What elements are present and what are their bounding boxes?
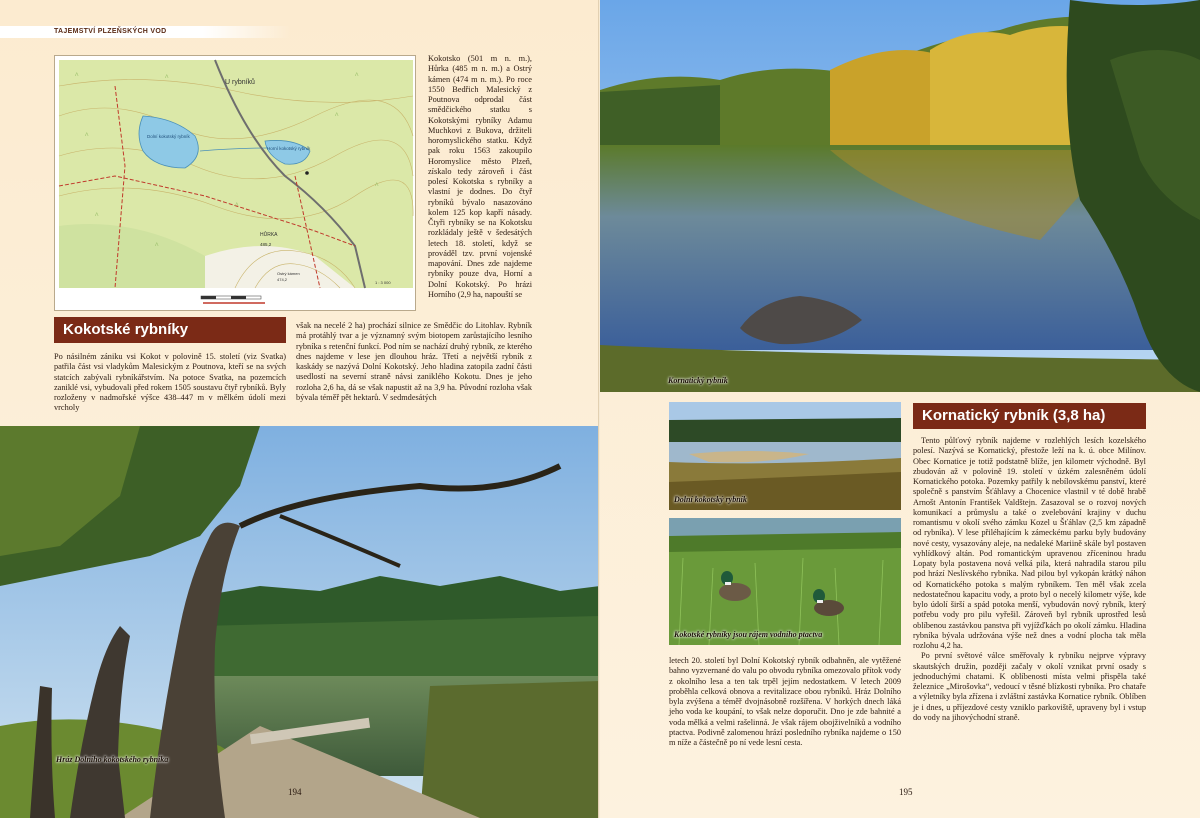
map-label-ostry-elev: 474,2: [277, 277, 288, 282]
svg-text:ᐱ: ᐱ: [335, 112, 339, 118]
text-column-2: však na necelé 2 ha) prochází silnice ze Smědčic do Litohlav. Rybník má protáhlý tvar a je významný svým biotopem zarůstajícího lesního rybníka s retenční funkcí. Pod ním se nachází druhý rybník, ze kterého dnes najdeme v lese jen dlouhou hráz. Třetí a největší rybník z kaskády se nazývá Dolní Kokotský. Jeho hladina zatopila zadní části usedlostí na severní straně návsi zaniklého Kokotu. Dnes je jeho rozloha 2,6 ha, dá se však napustit až na 3,9 ha. Původní rozloha však bývala téměř pět hektarů. V sedmdesátých: [296, 321, 532, 402]
page-number-right: 195: [899, 787, 913, 797]
caption-right-big: Kornatický rybník: [668, 376, 728, 385]
map-label-u-rybniku: U rybníků: [225, 79, 255, 86]
map-label-hurka-elev: 485,2: [260, 242, 272, 247]
map-label-hurka: HŮRKA: [260, 232, 278, 238]
svg-text:ᐱ: ᐱ: [155, 242, 159, 248]
svg-text:ᐱ: ᐱ: [75, 72, 79, 78]
text-column-5-paragraph-2: Po první světové válce směřovaly k rybníku nejprve výpravy skautských družin, později začaly v okolí vznikat první osady s jednoduchými chatami. K oblíbenosti místa velmi přispěla také železnice „Mirošovka“, vedoucí v těsné blízkosti rybníka. Pro chataře a výletníky byla zřízena i zvláštní zastávka Kornatice rybník. Oblíben je i dnes, u příjezdové cesty vzniklo parkoviště, upraveny byl i vstup do vody na jihovýchodní straně.: [913, 651, 1146, 722]
caption-left-big: Hráz Dolního kokotského rybníka: [56, 755, 169, 764]
map-graphic: [55, 56, 417, 312]
text-column-5: [913, 436, 1146, 723]
svg-text:ᐱ: ᐱ: [85, 132, 89, 138]
photo-dolni-kokotsky: [669, 402, 901, 510]
section-title-kokotske: Kokotské rybníky: [54, 317, 286, 343]
map-scale-text: 1 : 3 000: [375, 280, 391, 285]
text-column-3: Po násilném zániku vsi Kokot v polovině 15. století (viz Svatka) patřila část vsi vladykům Malesickým z Poutnova, kteří se na svých statcích zabývali rybníkářstvím. Na potoce Svatka, na pozemcích zaniklé vsi, vybudovali před rokem 1505 soustavu čtyř rybníků. Byly rozloženy v nadmořské výšce 438–447 m v mělkém údolí mezi vrcholy: [54, 352, 286, 413]
map-label-horni: Horní kokotský rybník: [267, 146, 311, 151]
map-label-dolni: Dolní kokotský rybník: [147, 134, 190, 139]
svg-text:ᐱ: ᐱ: [375, 182, 379, 188]
svg-text:ᐱ: ᐱ: [235, 202, 239, 208]
section-title-kornaticky: Kornatický rybník (3,8 ha): [913, 403, 1146, 429]
topographic-map: [54, 55, 416, 311]
running-head: [0, 26, 290, 38]
caption-small1: Dolní kokotský rybník: [674, 495, 747, 504]
page-number-left: 194: [288, 787, 302, 797]
svg-text:ᐱ: ᐱ: [165, 74, 169, 80]
caption-small2: Kokotské rybníky jsou rájem vodního ptactva: [674, 630, 823, 639]
text-column-5-paragraph-1: Tento půlťový rybník najdeme v rozlehlých lesích kozelského polesí. Nazývá se Kornatický, přestože leží na k. ú. obce Milínov. Obec Kornatice je totiž podstatně blíže, jen kilometr východně. Byl zbudován až v polovině 19. století v úzkém zalesněném údolí Kornatického potoka. Pozemky patřily k nebílovskému panství, které společně s panstvím Šťáhlavy a Chocenice vlastnil v té době hrabě Arnošt Antonín František Valdštejn. Zasazoval se o rozvoj nových komunikací a průmyslu a také o zvelebování krajiny v duchu romantismu v okolí svého zámku Kozel u Šťáhlav (2,5 km západně od rybníka). V lese přiléhajícím k zámeckému parku byly budovány nové cesty, vysazovány aleje, na nedaleké Mariině skále byl postaven vyhlídkový altán. Pod romantickým upravenou zříceninou hradu Lopaty byla postavena nová velká pila, která nahradila starou pilu pod hrází Neslívského rybníka. Nad pilou byl vykopán krátký náhon od Kornatického potoka s malým rybníkem. Ten měl však zcela nedostatečnou kapacitu vody, a proto byl o necelý kilometr výše, kde bylo údolí širší a spád potoka menší, vybudován nový rybník, který potřebu vody pro pilu vyřešil. Zároveň byl rybník uprostřed lesů oblíbenou zastávkou panstva při vyjížďkách po okolí zámku. Hladina rybníka bývala udržována výše než dnes a vodní plocha tak měla rozlohu 4,2 ha.: [913, 436, 1146, 650]
svg-text:ᐱ: ᐱ: [95, 212, 99, 218]
svg-text:ᐱ: ᐱ: [355, 72, 359, 78]
running-head-text: TAJEMSTVÍ PLZEŇSKÝCH VOD: [54, 28, 167, 35]
text-column-4: letech 20. století byl Dolní Kokotský rybník odbahněn, ale vytěžené bahno vyzvernané do valu po obvodu rybníka omezovalo přítok vody z okolního lesa a ten tak trpěl jejím nedostatkem. V letech 2009 proběhla celková obnova a revitalizace obou rybníků. Hráz Dolního byla zvýšena a téměř dvojnásobně rozšířena. V horkých dnech láká jeho voda ke koupání, to však nelze doporučit. Dno je zde bahnité a voda mělká a velmi rašelinná. Je však rájem obojživelníků a vodního ptactva. Podivně zalomenou hrází posledního rybníka najdeme o 150 m níže a částečně po ní vede lesní cesta.: [669, 656, 901, 747]
text-column-1: Kokotsko (501 m n. m.), Hůrka (485 m n. m.) a Ostrý kámen (474 m n. m.). Po roce 1550 Bedřich Malesický z Poutnova odprodal část smědčického statku s Kokotskými rybníky Adamu Muchkovi z Bukova, držiteli horomyslického statku. Když pak roku 1563 zakoupilo Horomyslice město Plzeň, získalo tedy zároveň i část polesí Kokotska s rybníky a vlastní je dodnes. Do čtyř rybníků bývalo nasazováno kolem 125 kop kapří násady. Čtyři rybníky se na Kokotsku rozkládaly ještě v šedesátých letech 18. století, když se prováděl tzv. první vojenské mapování. Dnes zde najdeme rybníky pouze dva, Horní a Dolní Kokotský. Po hrázi Horního (2,9 ha, napouští se: [428, 54, 532, 299]
right-page: [600, 0, 1200, 818]
photo-kornaticky-pond: [600, 0, 1200, 392]
map-label-ostry: Ostrý kámen: [277, 271, 300, 276]
map-scale-bar: [201, 296, 265, 303]
photo-ducks: [669, 518, 901, 645]
